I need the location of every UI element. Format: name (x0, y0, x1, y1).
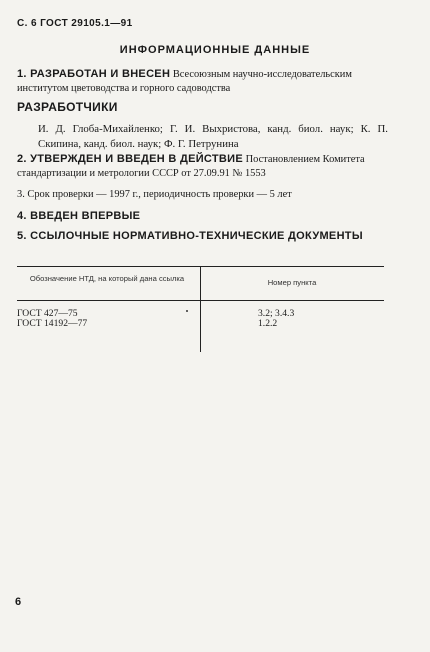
section-3-text: 3. Срок проверки — 1997 г., периодичность проверки — 5 лет (17, 189, 292, 200)
section-5-heading: 5. ССЫЛОЧНЫЕ НОРМАТИВНО-ТЕХНИЧЕСКИЕ ДОКУМЕНТЫ (17, 230, 363, 242)
section-1-heading: 1. РАЗРАБОТАН И ВНЕСЕН (17, 68, 171, 80)
section-3 (17, 188, 392, 202)
references-table (17, 266, 384, 352)
page-number: 6 (15, 596, 22, 608)
table-row-2-document: ГОСТ 14192—77 (17, 318, 88, 329)
table-header-document: Обозначение НТД, на который дана ссылка (29, 274, 185, 283)
table-header-item: Номер пункта (267, 278, 317, 287)
table-column-divider (200, 266, 201, 352)
section-2 (17, 153, 392, 180)
table-row-2-item: 1.2.2 (258, 318, 278, 329)
table-row-1-item: 3.2; 3.4.3 (258, 308, 295, 319)
section-4-heading: 4. ВВЕДЕН ВПЕРВЫЕ (17, 210, 141, 222)
document-title: ИНФОРМАЦИОННЫЕ ДАННЫЕ (119, 44, 311, 56)
section-2-heading: 2. УТВЕРЖДЕН И ВВЕДЕН В ДЕЙСТВИЕ (17, 153, 243, 165)
section-2-text: Постановлением Комитета стандартизации и метрологии СССР от 27.09.91 № 1553 (17, 154, 365, 179)
page-header: С. 6 ГОСТ 29105.1—91 (17, 18, 133, 29)
developers-heading: РАЗРАБОТЧИКИ (17, 100, 118, 114)
developers-section (17, 101, 392, 116)
section-1-text: Всесоюзным научно-исследовательским институтом цветоводства и горного садоводства (17, 69, 352, 94)
table-row-1-document: ГОСТ 427—75 (17, 308, 78, 319)
section-4 (17, 210, 392, 224)
section-5 (17, 230, 392, 244)
developers-list: И. Д. Глоба-Михайленко; Г. И. Выхристова, канд. биол. наук; К. П. Скипина, канд. биол. наук; Ф. Г. Петрунина (38, 123, 388, 150)
print-speck (186, 310, 188, 312)
section-1 (17, 68, 392, 95)
